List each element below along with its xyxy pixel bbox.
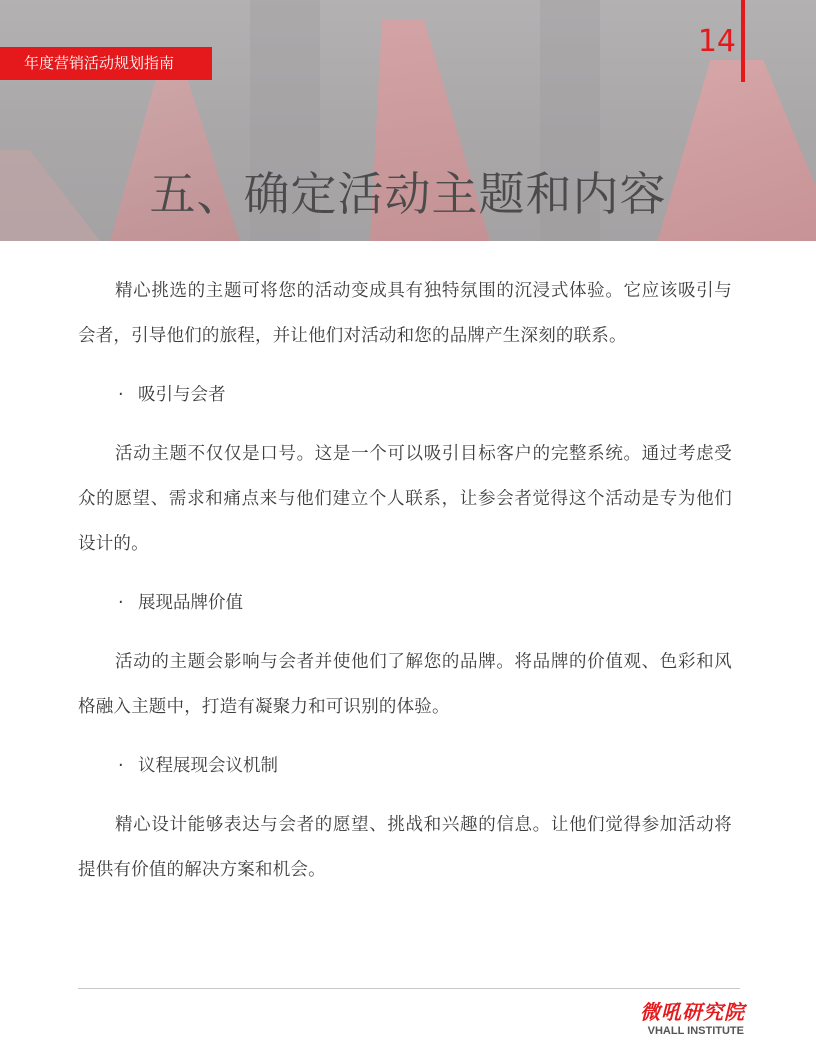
bullet-label: 展现品牌价值 [138, 593, 243, 613]
main-content [78, 269, 732, 907]
bullet-icon: · [118, 756, 124, 776]
paragraph: 活动的主题会影响与会者并使他们了解您的品牌。将品牌的价值观、色彩和风格融入主题中，打造有凝聚力和可识别的体验。 [78, 652, 732, 717]
bullet-label: 议程展现会议机制 [138, 756, 278, 776]
logo-text-cn: 微吼研究院 [640, 1000, 745, 1024]
paragraph: 精心设计能够表达与会者的愿望、挑战和兴趣的信息。让他们觉得参加活动将提供有价值的解决方案和机会。 [78, 815, 732, 880]
footer-logo [640, 1000, 744, 1038]
page-number: 14 [697, 24, 736, 59]
bullet-heading [78, 581, 732, 626]
footer-divider [78, 988, 740, 989]
paragraph-intro: 精心挑选的主题可将您的活动变成具有独特氛围的沉浸式体验。它应该吸引与会者，引导他们的旅程，并让他们对活动和您的品牌产生深刻的联系。 [78, 281, 732, 346]
logo-text-en: VHALL INSTITUTE [647, 1025, 744, 1037]
bullet-icon: · [118, 593, 124, 613]
bullet-heading [78, 373, 732, 418]
bullet-label: 吸引与会者 [138, 385, 226, 405]
page-number-bar [741, 0, 745, 82]
document-tag: 年度营销活动规划指南 [0, 47, 212, 80]
bullet-heading [78, 744, 732, 789]
page-title: 五、确定活动主题和内容 [149, 167, 667, 221]
bullet-icon: · [118, 385, 124, 405]
paragraph: 活动主题不仅仅是口号。这是一个可以吸引目标客户的完整系统。通过考虑受众的愿望、需求和痛点来与他们建立个人联系，让参会者觉得这个活动是专为他们设计的。 [78, 444, 732, 554]
